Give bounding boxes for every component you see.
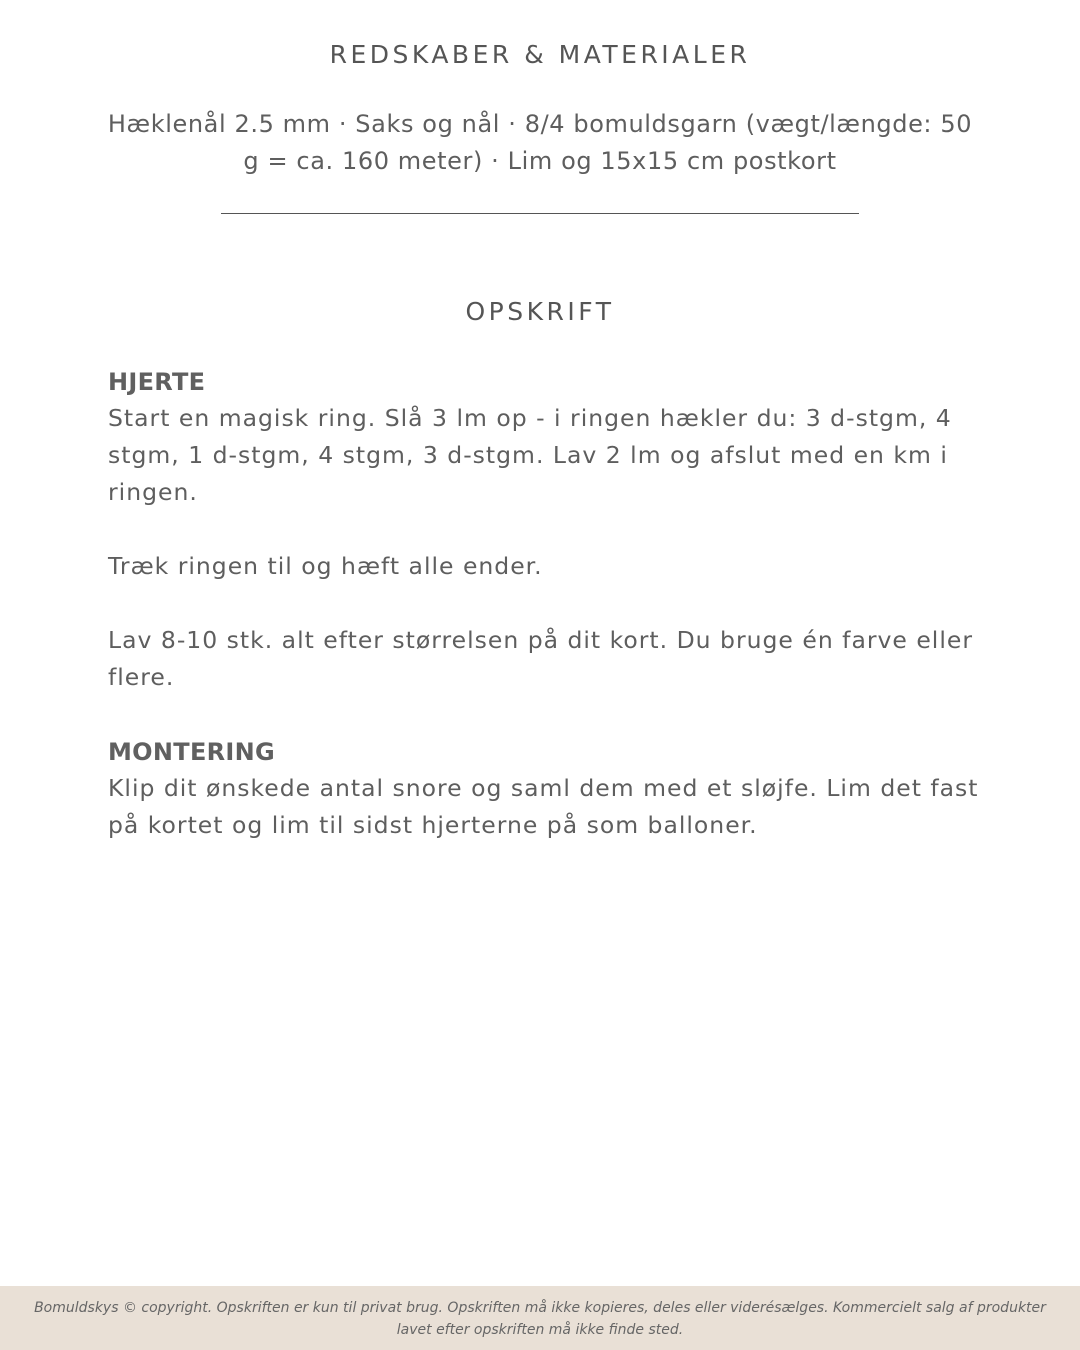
- materials-title: REDSKABER & MATERIALER: [329, 40, 751, 69]
- heart-heading: HJERTE: [108, 368, 206, 396]
- heart-finishing: Træk ringen til og hæft alle ender.: [108, 552, 543, 580]
- copyright-footer: [0, 1286, 1080, 1350]
- assembly-instructions: Klip dit ønskede antal snore og saml dem med et sløjfe. Lim det fast på kortet og lim til sidst hjerterne på som balloner.: [108, 774, 979, 839]
- copyright-text: Bomuldskys © copyright. Opskriften er kun til privat brug. Opskriften må ikke kopieres, deles eller viderésælges. Kommercielt salg af produkter lavet efter opskriften må ikke finde sted.: [34, 1300, 1046, 1338]
- recipe-title: OPSKRIFT: [465, 297, 615, 326]
- section-divider: [221, 213, 859, 214]
- heart-quantity: Lav 8-10 stk. alt efter størrelsen på dit kort. Du bruge én farve eller flere.: [108, 626, 973, 691]
- heart-instructions: Start en magisk ring. Slå 3 lm op - i ringen hækler du: 3 d-stgm, 4 stgm, 1 d-stgm, 4 stgm, 3 d-stgm. Lav 2 lm og afslut med en km i ringen.: [108, 404, 952, 506]
- materials-list: Hæklenål 2.5 mm · Saks og nål · 8/4 bomuldsgarn (vægt/længde: 50 g = ca. 160 meter) · Lim og 15x15 cm postkort: [107, 110, 973, 175]
- assembly-heading: MONTERING: [108, 738, 276, 766]
